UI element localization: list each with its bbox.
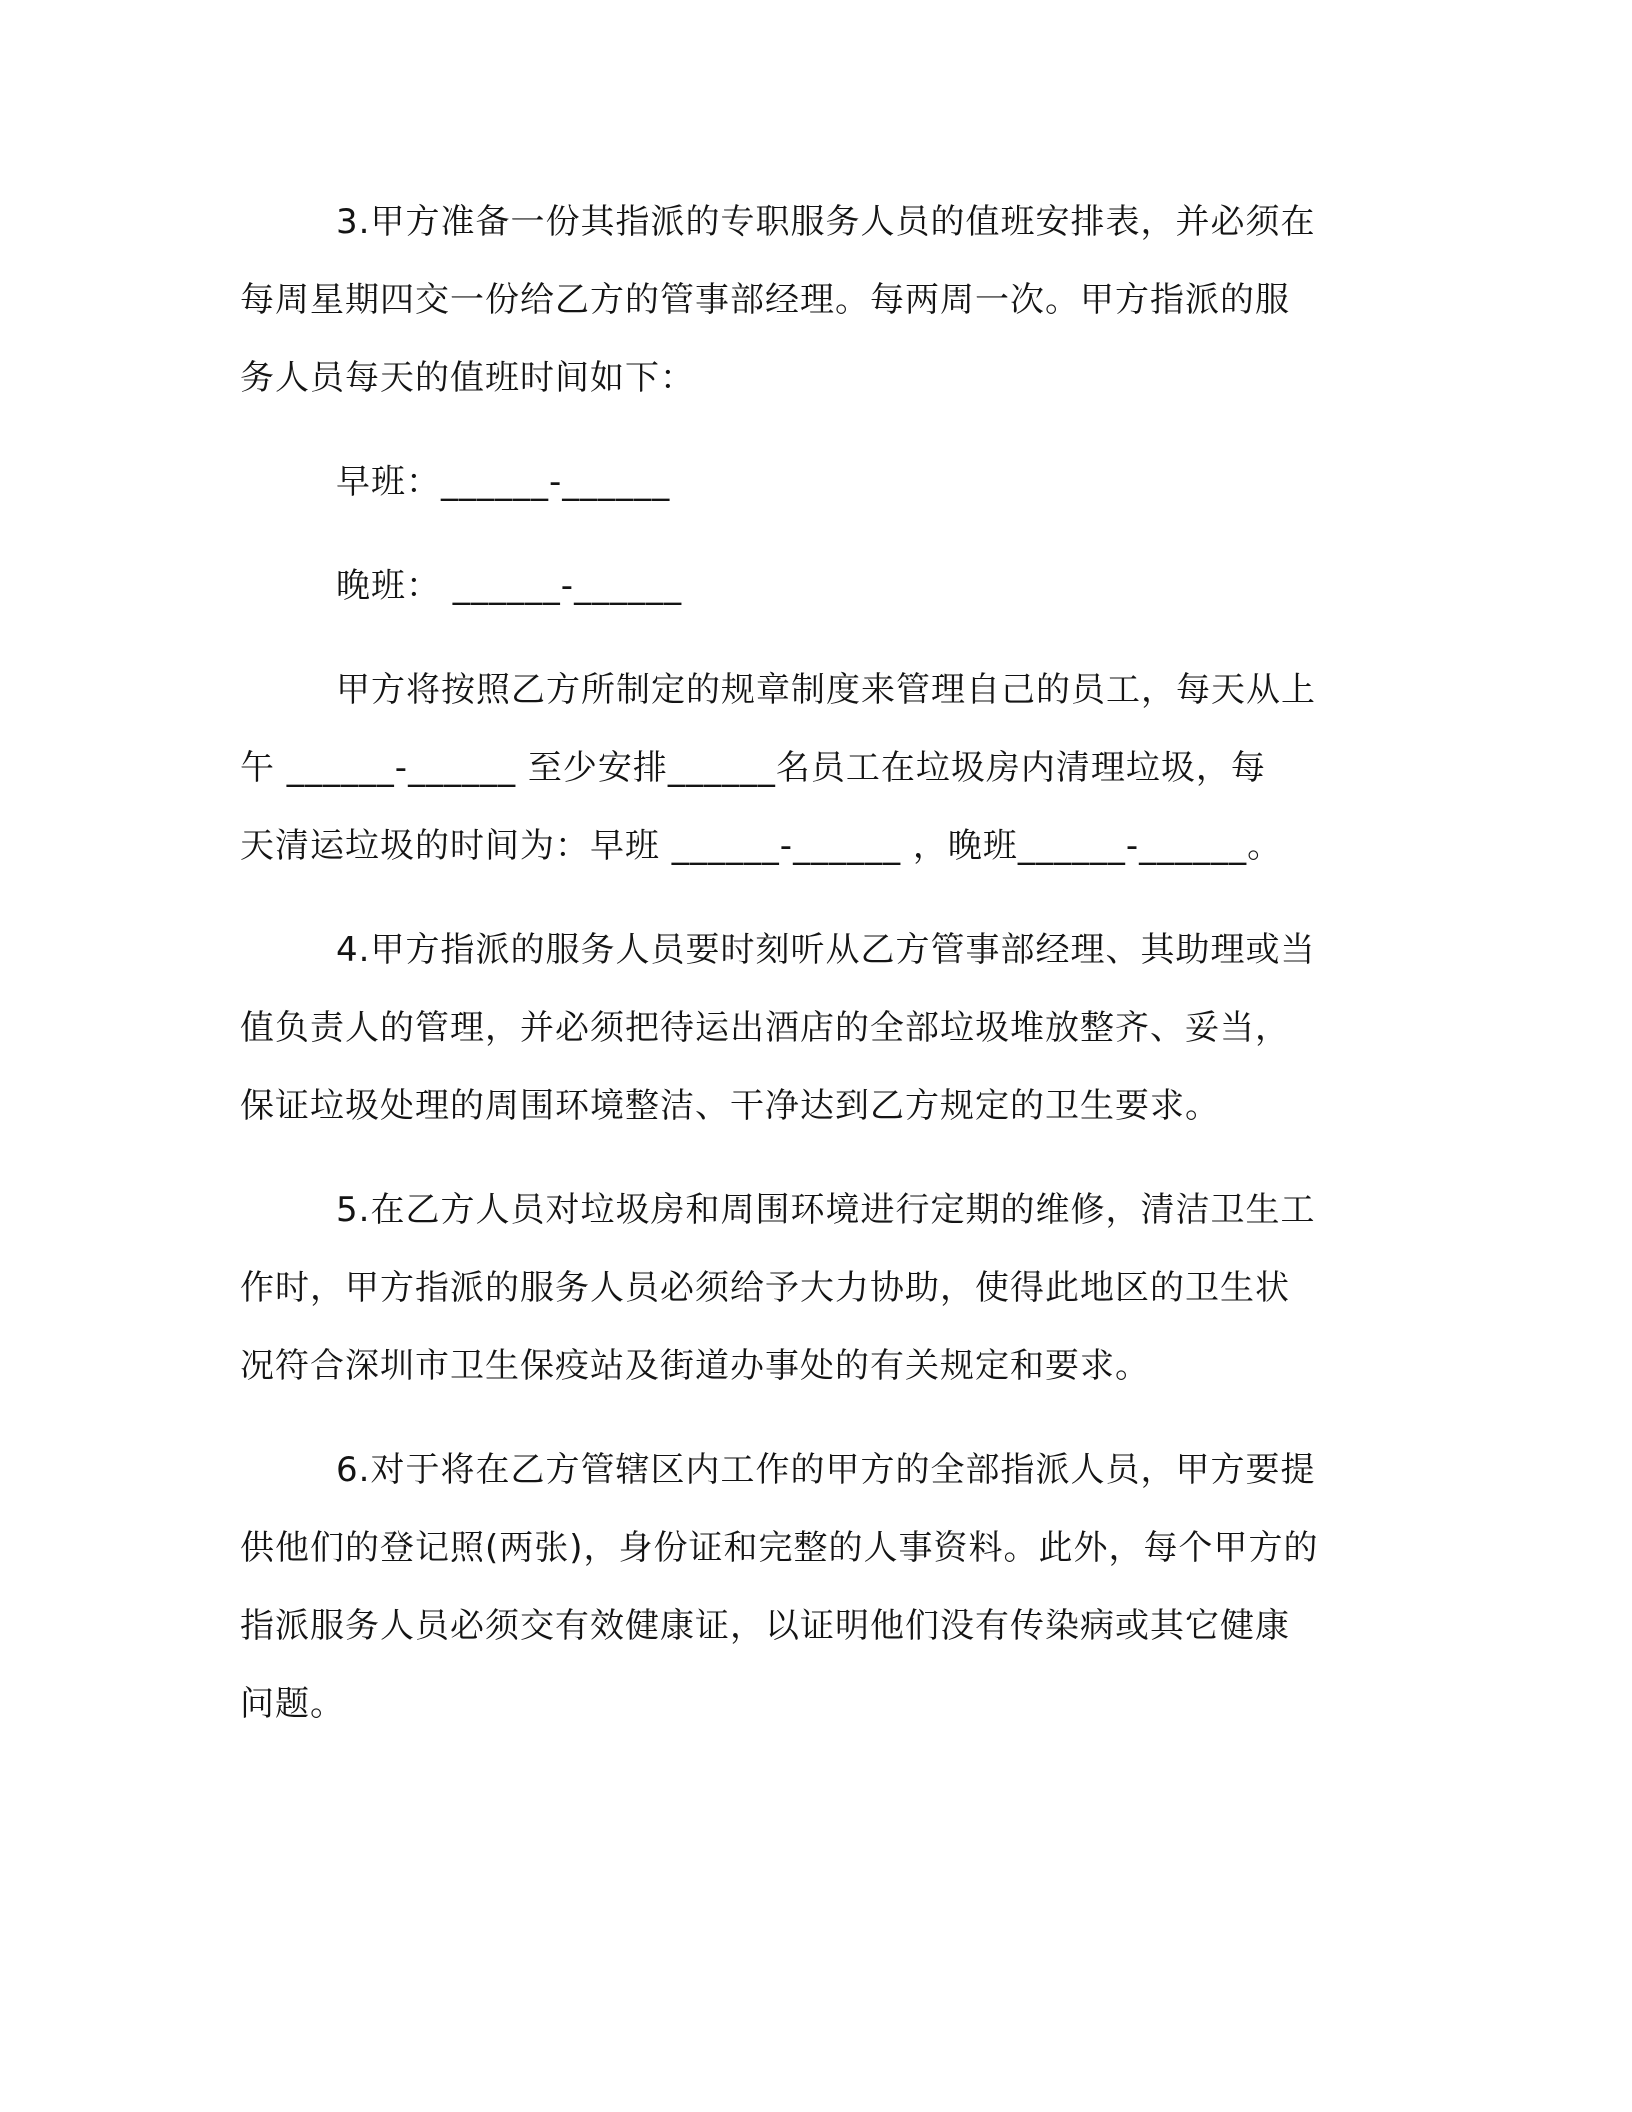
paragraph-line: 晚班： ______-______ <box>336 566 683 606</box>
paragraph-rules <box>240 651 1380 885</box>
paragraph-line: 每周星期四交一份给乙方的管事部经理。每两周一次。甲方指派的服 <box>240 280 1290 320</box>
paragraph-line: 指派服务人员必须交有效健康证，以证明他们没有传染病或其它健康 <box>240 1606 1290 1646</box>
paragraph-line: 3.甲方准备一份其指派的专职服务人员的值班安排表，并必须在 <box>336 202 1316 242</box>
paragraph-line: 保证垃圾处理的周围环境整洁、干净达到乙方规定的卫生要求。 <box>240 1086 1220 1126</box>
evening-shift-line <box>240 547 1380 625</box>
paragraph-line: 午 ______-______ 至少安排______名员工在垃圾房内清理垃圾，每 <box>240 748 1266 788</box>
paragraph-line: 作时，甲方指派的服务人员必须给予大力协助，使得此地区的卫生状 <box>240 1268 1290 1308</box>
paragraph-3 <box>240 183 1380 417</box>
paragraph-line: 务人员每天的值班时间如下： <box>240 358 695 398</box>
paragraph-line: 4.甲方指派的服务人员要时刻听从乙方管事部经理、其助理或当 <box>336 930 1316 970</box>
document-body <box>240 183 1380 1769</box>
morning-shift-line <box>240 443 1380 521</box>
paragraph-line: 6.对于将在乙方管辖区内工作的甲方的全部指派人员，甲方要提 <box>336 1450 1316 1490</box>
paragraph-5 <box>240 1171 1380 1405</box>
paragraph-line: 天清运垃圾的时间为：早班 ______-______ ，晚班______-______。 <box>240 826 1283 866</box>
paragraph-line: 问题。 <box>240 1684 345 1724</box>
paragraph-line: 5.在乙方人员对垃圾房和周围环境进行定期的维修，清洁卫生工 <box>336 1190 1316 1230</box>
paragraph-line: 早班：______-______ <box>336 462 671 502</box>
paragraph-line: 供他们的登记照(两张)，身份证和完整的人事资料。此外，每个甲方的 <box>240 1528 1319 1568</box>
paragraph-6 <box>240 1431 1380 1743</box>
paragraph-line: 况符合深圳市卫生保疫站及街道办事处的有关规定和要求。 <box>240 1346 1150 1386</box>
paragraph-line: 甲方将按照乙方所制定的规章制度来管理自己的员工，每天从上 <box>336 670 1316 710</box>
paragraph-line: 值负责人的管理，并必须把待运出酒店的全部垃圾堆放整齐、妥当， <box>240 1008 1290 1048</box>
paragraph-4 <box>240 911 1380 1145</box>
